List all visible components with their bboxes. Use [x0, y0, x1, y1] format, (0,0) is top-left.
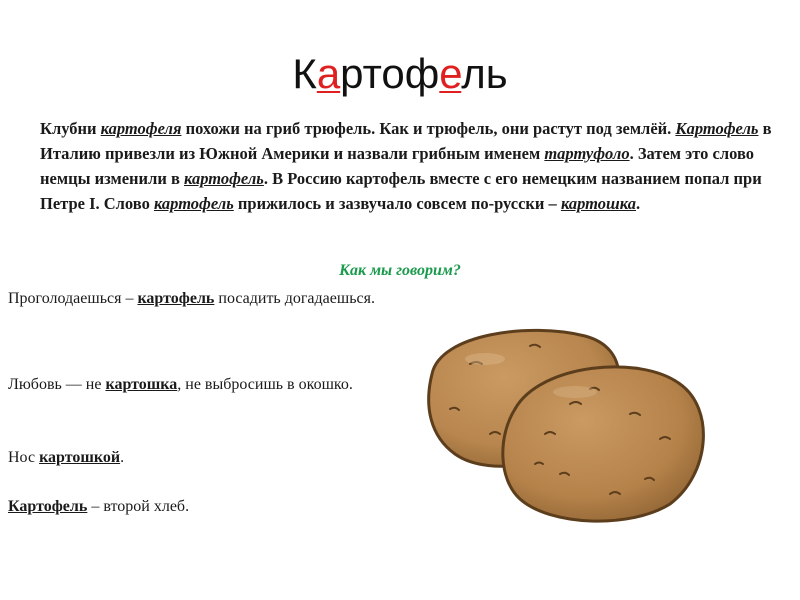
intro-text: . [636, 194, 641, 213]
intro-emphasis: Картофель [675, 119, 759, 138]
intro-emphasis: картошка [560, 194, 636, 213]
intro-text: похожи на гриб трюфель. Как и трюфель, они растут под землёй. [181, 119, 676, 138]
saying-text: Любовь — не [8, 376, 106, 393]
section-heading: Как мы говорим? [339, 262, 461, 279]
title-highlight-letter: е [439, 50, 462, 97]
intro-text: . Затем это слово немцы изменили в [40, 144, 755, 188]
intro-emphasis: картофель [184, 169, 264, 188]
saying-keyword: картошка [105, 376, 178, 393]
intro-paragraph [40, 116, 780, 216]
page-title [0, 46, 800, 102]
saying-keyword: картошкой [39, 449, 121, 466]
intro-text: в Италию привезли из Южной Америки и назвали грибным именем [40, 119, 772, 163]
title-part: ль [461, 50, 508, 97]
saying-text: Нос [8, 449, 40, 466]
intro-text: Клубни [40, 119, 101, 138]
saying-text: . [120, 449, 125, 466]
intro-text: . В Россию картофель вместе с его немецким названием попал при Петре I. Слово [40, 169, 762, 213]
saying-keyword: Картофель [8, 498, 88, 515]
title-part: ртоф [340, 50, 440, 97]
saying-text: Проголодаешься – [8, 290, 138, 307]
potatoes-illustration-icon [410, 314, 710, 534]
saying-text: – второй хлеб. [87, 498, 190, 515]
intro-emphasis: картофеля [100, 119, 182, 138]
intro-emphasis: картофель [153, 194, 234, 213]
saying-keyword: картофель [137, 290, 215, 307]
potato-front [503, 367, 704, 521]
saying-text: посадить догадаешься. [214, 290, 375, 307]
saying-item [8, 445, 388, 470]
saying-item [8, 286, 388, 311]
saying-item [8, 494, 388, 519]
saying-text: , не выбросишь в окошко. [177, 376, 353, 393]
intro-emphasis: тартуфоло [544, 144, 630, 163]
intro-text: прижилось и зазвучало совсем по-русски – [233, 194, 561, 213]
saying-item [8, 372, 388, 397]
title-highlight-letter: а [316, 50, 341, 97]
title-part: К [292, 50, 317, 97]
